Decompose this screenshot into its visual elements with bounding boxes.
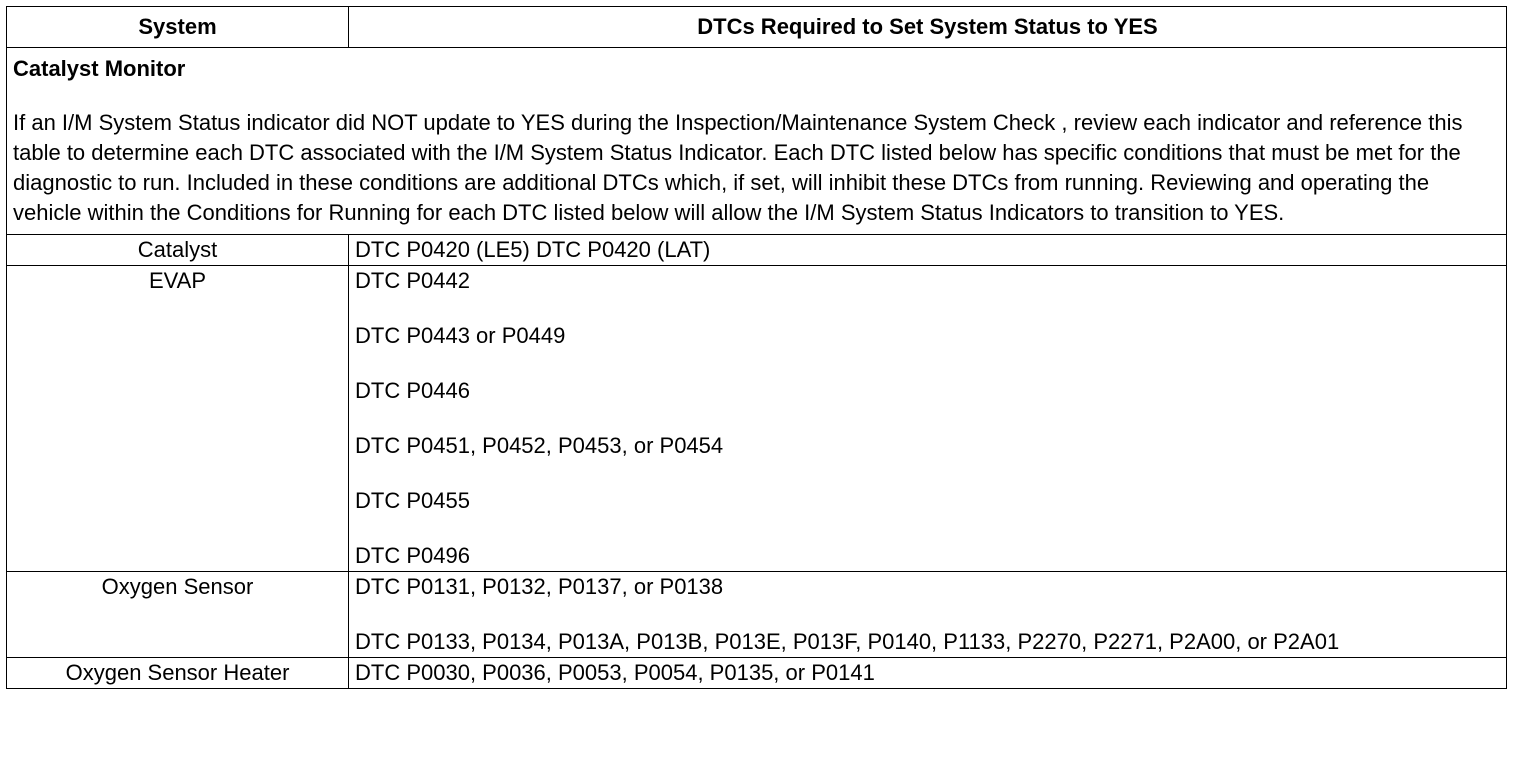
system-cell: EVAP: [7, 266, 349, 572]
section-paragraph: If an I/M System Status indicator did NOT update to YES during the Inspection/Maintenance System Check , review each indicator and reference this table to determine each DTC associated with the I/M System Status Indicator. Each DTC listed below has specific conditions that must be met for the diagnostic to run. Included in these conditions are additional DTCs which, if set, will inhibit these DTCs from running. Reviewing and operating the vehicle within the Conditions for Running for each DTC listed below will allow the I/M System Status Indicators to transition to YES.: [13, 110, 1463, 225]
dtc-entry: DTC P0030, P0036, P0053, P0054, P0135, or P0141: [355, 660, 875, 685]
section-cell: [7, 48, 1507, 235]
dtc-entry: DTC P0420 (LE5) DTC P0420 (LAT): [355, 237, 711, 262]
header-system: System: [7, 7, 349, 48]
table-row: [7, 572, 1507, 658]
dtc-entry: DTC P0442: [355, 268, 470, 293]
system-cell: Oxygen Sensor Heater: [7, 658, 349, 689]
dtc-entry: DTC P0133, P0134, P013A, P013B, P013E, P013F, P0140, P1133, P2270, P2271, P2A00, or P2A01: [355, 629, 1340, 654]
system-cell: Oxygen Sensor: [7, 572, 349, 658]
dtc-entry: DTC P0443 or P0449: [355, 323, 566, 348]
dtc-entry: DTC P0496: [355, 543, 470, 568]
table-row: [7, 235, 1507, 266]
dtc-cell: [349, 572, 1507, 658]
dtc-cell: [349, 266, 1507, 572]
dtc-status-table: [6, 6, 1507, 689]
dtc-entry: DTC P0446: [355, 378, 470, 403]
document: [6, 6, 1506, 689]
dtc-entry: DTC P0455: [355, 488, 470, 513]
header-row: [7, 7, 1507, 48]
table-row: [7, 658, 1507, 689]
dtc-entry: DTC P0131, P0132, P0137, or P0138: [355, 574, 724, 599]
table-row: [7, 266, 1507, 572]
dtc-cell: [349, 235, 1507, 266]
dtc-cell: [349, 658, 1507, 689]
header-dtcs: DTCs Required to Set System Status to YES: [349, 7, 1507, 48]
dtc-entry: DTC P0451, P0452, P0453, or P0454: [355, 433, 724, 458]
section-title: Catalyst Monitor: [13, 56, 186, 81]
system-cell: Catalyst: [7, 235, 349, 266]
section-row: [7, 48, 1507, 235]
